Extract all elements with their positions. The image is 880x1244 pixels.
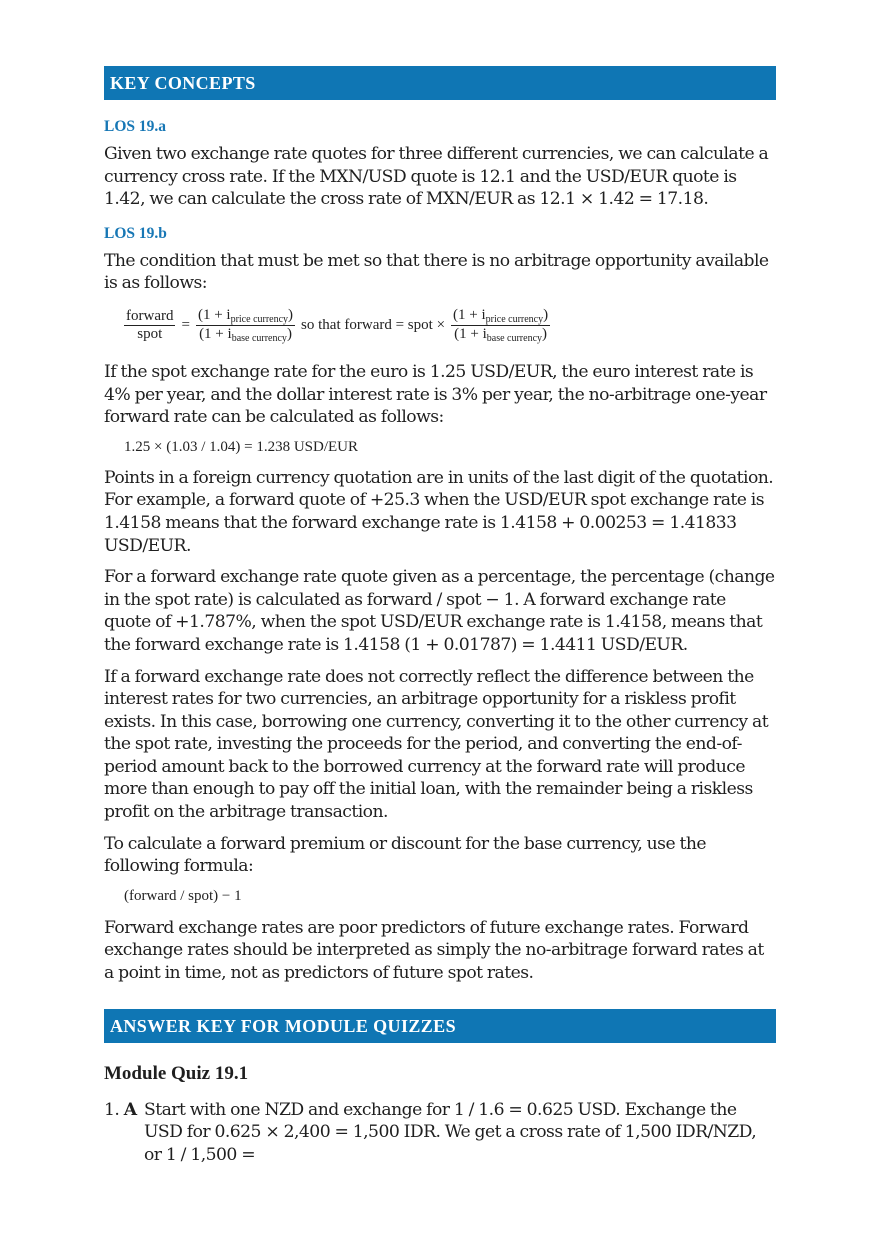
arbitrage-paragraph: If a forward exchange rate does not correctly reflect the difference between the interest rates for two currencies, an arbitrage opportunity for a riskless profit exists. In this case, borrowing one currency, converting it to the other currency at the spot rate, investing the proceeds for the period, and converting the end-of-period amount back to the borrowed currency at the forward rate will produce more than enough to pay off the initial loan, with the remainder being a riskless profit on the arbitrage transaction.: [104, 666, 769, 823]
premium-paragraph: To calculate a forward premium or discount for the base currency, use the following formula:: [104, 833, 706, 877]
no-arbitrage-intro: The condition that must be met so that there is no arbitrage opportunity available is as follows:: [104, 250, 769, 294]
interest-ratio-fraction: $\frac{(1 + i_{price currency})}{(1 + i_{base currency})}$: [197, 307, 294, 345]
key-concepts-banner: KEY CONCEPTS: [104, 66, 776, 100]
no-arbitrage-formula: $\frac{\text{forward}}{\text{spot}}$ = $\frac{(1 + i_{price currency})}{(1 + i_{base currency})}$ so that forward = spot × $\frac{(1 + i_{price currency})}{(1 + i_{base currency})}$: [126, 307, 549, 345]
answer-item: 1. A Start with one NZD and exchange for 1 / 1.6 = 0.625 USD. Exchange the USD for 0.625 × 2,400 = 1,500 IDR. We get a cross rate of 1,500 IDR/NZD, or 1 / 1,500 =: [104, 1099, 757, 1165]
interest-ratio-fraction-2: $\frac{(1 + i_{price currency})}{(1 + i_{base currency})}$: [453, 307, 549, 345]
module-quiz-title: Module Quiz 19.1: [104, 1062, 249, 1084]
premium-formula: (forward / spot) − 1: [124, 887, 242, 904]
predictor-paragraph: Forward exchange rates are poor predictors of future exchange rates. Forward exchange rates should be interpreted as simply the no-arbitrage forward rates at a point in time, not as predictors of future spot rates.: [104, 917, 764, 984]
page-content: [104, 66, 776, 1166]
points-paragraph: Points in a foreign currency quotation are in units of the last digit of the quotation. For example, a forward quote of +25.3 when the USD/EUR spot exchange rate is 1.4158 means that the forward exchange rate is 1.4158 + 0.00253 = 1.41833 USD/EUR.: [104, 467, 774, 556]
los-19a-text: Given two exchange rate quotes for three different currencies, we can calculate a currency cross rate. If the MXN/USD quote is 12.1 and the USD/EUR quote is 1.42, we can calculate the cross rate of MXN/EUR as 12.1 × 1.42 = 17.18.: [104, 144, 769, 210]
los-19b-heading: LOS 19.b: [104, 224, 167, 242]
spot-rate-paragraph: If the spot exchange rate for the euro is 1.25 USD/EUR, the euro interest rate is 4% per year, and the dollar interest rate is 3% per year, the no-arbitrage one-year forward rate can be calculated as follows:: [104, 361, 767, 428]
answer-key-banner: ANSWER KEY FOR MODULE QUIZZES: [104, 1009, 776, 1043]
forward-spot-fraction: $\frac{\text{forward}}{\text{spot}}$: [126, 308, 174, 343]
los-19a-heading: LOS 19.a: [104, 118, 167, 135]
forward-calculation: 1.25 × (1.03 / 1.04) = 1.238 USD/EUR: [124, 438, 359, 455]
percentage-paragraph: For a forward exchange rate quote given as a percentage, the percentage (change in the spot rate) is calculated as forward / spot − 1. A forward exchange rate quote of +1.787%, when the spot USD/EUR exchange rate is 1.4158, means that the forward exchange rate is 1.4158 (1 + 0.01787) = 1.4411 USD/EUR.: [104, 567, 775, 655]
